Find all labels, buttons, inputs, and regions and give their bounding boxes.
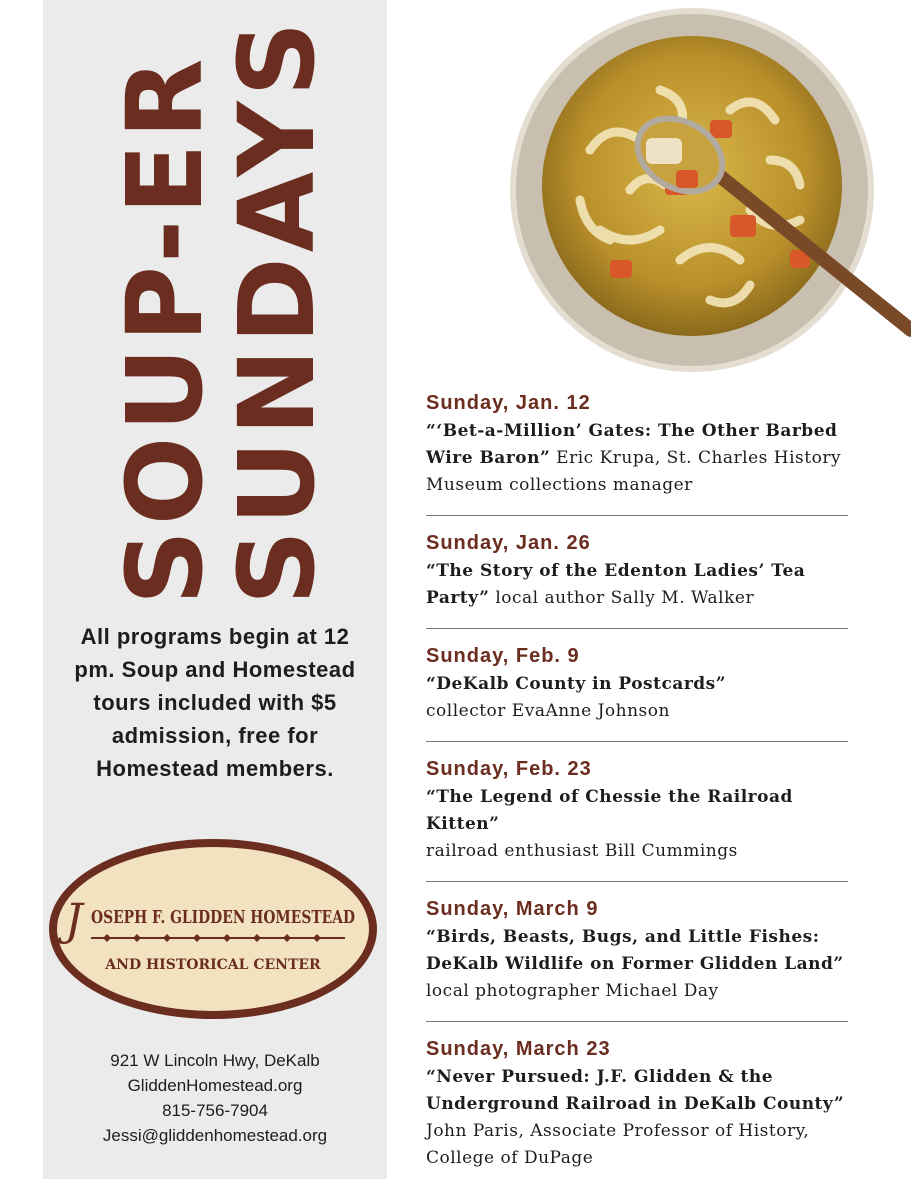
event-talk-title: “Never Pursued: J.F. Glidden & the Underground Railroad in DeKalb County” (426, 1067, 845, 1114)
divider (426, 628, 848, 629)
event-speaker: local photographer Michael Day (426, 981, 719, 1001)
event-date: Sunday, March 9 (426, 898, 599, 920)
website-link[interactable]: GliddenHomestead.org (127, 1076, 303, 1095)
event-speaker: railroad enthusiast Bill Cummings (426, 841, 738, 861)
event-speaker: local author Sally M. Walker (495, 588, 755, 608)
event-date: Sunday, March 23 (426, 1038, 611, 1060)
event-item (426, 754, 866, 865)
event-description (426, 558, 866, 612)
contact-block (50, 1048, 380, 1148)
divider (426, 1021, 848, 1022)
title-line-1: SOUP-ER (104, 53, 226, 605)
glidden-homestead-logo (45, 835, 381, 1023)
divider (426, 881, 848, 882)
email-link[interactable]: Jessi@gliddenhomestead.org (102, 1126, 328, 1145)
event-item (426, 1034, 866, 1172)
event-talk-title: “DeKalb County in Postcards” (426, 674, 727, 694)
event-item (426, 388, 866, 499)
event-item (426, 641, 866, 725)
event-item (426, 528, 866, 612)
phone-number[interactable]: 815-756-7904 (162, 1101, 268, 1120)
event-talk-title: “Birds, Beasts, Bugs, and Little Fishes: DeKalb Wildlife on Former Glidden Land” (426, 927, 844, 974)
event-item (426, 894, 866, 1005)
program-info: All programs begin at 12 pm. Soup and Homestead tours included with $5 admission, free for Homestead members. (74, 624, 356, 781)
event-description (426, 924, 866, 1005)
event-talk-title: “The Legend of Chessie the Railroad Kitten” (426, 787, 793, 834)
event-description (426, 784, 866, 865)
title-line-2: SUNDAYS (216, 16, 338, 605)
logo-initial: J (65, 895, 83, 946)
address: 921 W Lincoln Hwy, DeKalb (110, 1051, 320, 1070)
event-date: Sunday, Feb. 9 (426, 645, 580, 667)
event-date: Sunday, Feb. 23 (426, 758, 592, 780)
divider (426, 741, 848, 742)
poster-title (43, 16, 387, 610)
event-speaker: John Paris, Associate Professor of History, College of DuPage (426, 1121, 810, 1168)
event-talk-title: “The Story of the Edenton Ladies’ Tea Party” (426, 561, 806, 608)
event-speaker: Eric Krupa, St. Charles History Museum collections manager (426, 448, 842, 495)
event-description (426, 418, 866, 499)
event-date: Sunday, Jan. 12 (426, 392, 591, 414)
logo-subtitle: AND HISTORICAL CENTER (105, 957, 321, 973)
divider (426, 515, 848, 516)
event-description (426, 1064, 866, 1172)
event-speaker: collector EvaAnne Johnson (426, 701, 670, 721)
soup-bowl-image (500, 0, 911, 380)
event-talk-title: “‘Bet-a-Million’ Gates: The Other Barbed Wire Baron” (426, 421, 838, 468)
event-description (426, 671, 866, 725)
logo-name: OSEPH F. GLIDDEN HOMESTEAD (91, 907, 355, 928)
event-date: Sunday, Jan. 26 (426, 532, 591, 554)
events-list (426, 388, 866, 1172)
